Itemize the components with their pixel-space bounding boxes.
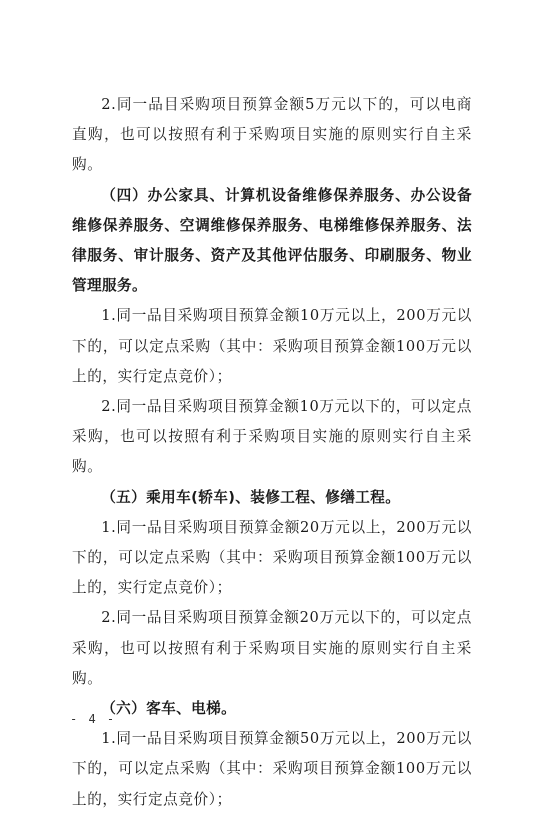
section-heading-4: （四）办公家具、计算机设备维修保养服务、办公设备维修保养服务、空调维修保养服务、电梯维修保养服务、法律服务、审计服务、资产及其他评估服务、印刷服务、物业管理服务。 [72,186,472,295]
paragraph-section-5-item-2: 2.同一品目采购项目预算金额20万元以下的，可以定点采购，也可以按照有利于采购项目实施的原则实行自主采购。 [72,609,472,687]
paragraph-item-2-ecommerce: 2.同一品目采购项目预算金额5万元以下的，可以电商直购，也可以按照有利于采购项目实施的原则实行自主采购。 [72,96,472,174]
paragraph-section-4-item-2: 2.同一品目采购项目预算金额10万元以下的，可以定点采购，也可以按照有利于采购项目实施的原则实行自主采购。 [72,398,472,476]
page-number: - 4 - [70,712,117,726]
paragraph-section-5-item-1: 1.同一品目采购项目预算金额20万元以上，200万元以下的，可以定点采购（其中：采购项目预算金额100万元以上的，实行定点竞价）； [72,518,472,597]
paragraph-section-6-item-1: 1.同一品目采购项目预算金额50万元以上，200万元以下的，可以定点采购（其中：采购项目预算金额100万元以上的，实行定点竞价）； [72,730,472,808]
section-heading-5: （五）乘用车(轿车)、装修工程、修缮工程。 [101,488,401,506]
paragraph-section-4-item-1: 1.同一品目采购项目预算金额10万元以上，200万元以下的，可以定点采购（其中：采购项目预算金额100万元以上的，实行定点竞价）； [72,307,472,385]
section-heading-6: （六）客车、电梯。 [101,700,237,718]
document-body [72,90,472,815]
